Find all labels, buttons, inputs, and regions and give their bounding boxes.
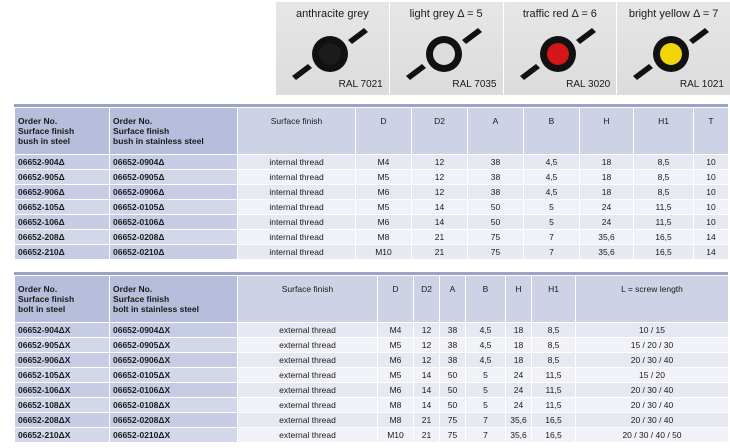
table-cell: 14 (412, 215, 468, 230)
table-cell: external thread (238, 413, 378, 428)
swatch-title: bright yellow Δ = 7 (628, 8, 719, 20)
table-cell: 12 (412, 185, 468, 200)
table-cell: M6 (378, 383, 414, 398)
table-cell: 06652-0106Δ (110, 215, 238, 230)
table-cell: 38 (440, 338, 466, 353)
table-cell: 50 (440, 398, 466, 413)
header-line: Surface finish (113, 294, 170, 304)
table-row (15, 170, 729, 185)
header-d: D (356, 108, 412, 155)
table-cell: 38 (440, 323, 466, 338)
table-cell: external thread (238, 383, 378, 398)
table-cell: 7 (524, 230, 580, 245)
table-cell: external thread (238, 338, 378, 353)
table-cell: 10 (694, 155, 729, 170)
table-cell: 06652-208Δ (15, 230, 110, 245)
table-cell: 21 (412, 245, 468, 260)
table-row (15, 383, 729, 398)
table-cell: 11,5 (634, 215, 694, 230)
table-cell: M4 (356, 155, 412, 170)
table-cell: 06652-906ΔX (15, 353, 110, 368)
header-line: Surface finish (18, 294, 75, 304)
table-cell: M5 (378, 338, 414, 353)
table-cell: 06652-0210ΔX (110, 428, 238, 443)
table-cell: internal thread (238, 200, 356, 215)
table-cell: 16,5 (532, 413, 576, 428)
table-cell: 20 / 30 / 40 (576, 353, 729, 368)
header-line: Order No. (113, 284, 153, 294)
swatch-ral: RAL 7021 (338, 79, 383, 90)
table-cell: external thread (238, 368, 378, 383)
table-cell: 06652-0208ΔX (110, 413, 238, 428)
table-row (15, 230, 729, 245)
header-screw-length: L = screw length (576, 276, 729, 323)
table-cell: 35,6 (580, 245, 634, 260)
header-t: T (694, 108, 729, 155)
table-cell: 7 (524, 245, 580, 260)
header-d: D (378, 276, 414, 323)
table-cell: 4,5 (524, 170, 580, 185)
table-cell: 10 (694, 170, 729, 185)
knob-color (319, 43, 341, 65)
table-cell: 20 / 30 / 40 (576, 383, 729, 398)
table-cell: 75 (468, 230, 524, 245)
table-cell: 15 / 20 / 30 (576, 338, 729, 353)
table-cell: 18 (580, 185, 634, 200)
header-a: A (440, 276, 466, 323)
header-order-steel (15, 108, 110, 155)
table-cell: 11,5 (532, 368, 576, 383)
table-cell: 18 (506, 323, 532, 338)
table-cell: 06652-0208Δ (110, 230, 238, 245)
swatch-bright-yellow (616, 2, 730, 95)
table-cell: external thread (238, 428, 378, 443)
table-cell: 24 (506, 368, 532, 383)
table-cell: 21 (412, 230, 468, 245)
table-cell: 18 (506, 353, 532, 368)
header-d2: D2 (412, 108, 468, 155)
table-cell: 14 (414, 383, 440, 398)
table-cell: 06652-105ΔX (15, 368, 110, 383)
header-order-steel (15, 276, 110, 323)
table-cell: external thread (238, 398, 378, 413)
table-cell: 20 / 30 / 40 (576, 398, 729, 413)
table-cell: M5 (378, 368, 414, 383)
table-cell: M10 (356, 245, 412, 260)
table-cell: 8,5 (532, 338, 576, 353)
table-cell: 14 (414, 368, 440, 383)
table-cell: internal thread (238, 170, 356, 185)
table-row (15, 428, 729, 443)
header-a: A (468, 108, 524, 155)
table-cell: 38 (468, 185, 524, 200)
swatch-traffic-red (503, 2, 617, 95)
table-cell: M8 (378, 398, 414, 413)
header-line: bolt in stainless steel (113, 304, 199, 314)
table-row (15, 155, 729, 170)
table-cell: 5 (524, 200, 580, 215)
table-cell: 18 (580, 155, 634, 170)
table-cell: 4,5 (466, 338, 506, 353)
knob-color (660, 43, 682, 65)
table-row (15, 185, 729, 200)
table-cell: 18 (506, 338, 532, 353)
table-cell: 06652-0108ΔX (110, 398, 238, 413)
table-cell: 06652-0904Δ (110, 155, 238, 170)
table-cell: 12 (414, 353, 440, 368)
table-cell: 75 (468, 245, 524, 260)
table-cell: 8,5 (634, 155, 694, 170)
swatch-ral: RAL 7035 (452, 79, 497, 90)
header-order-stainless (110, 276, 238, 323)
header-h: H (580, 108, 634, 155)
table-cell: 12 (414, 323, 440, 338)
header-line: Surface finish (113, 126, 170, 136)
table-row (15, 398, 729, 413)
table-row (15, 245, 729, 260)
knob-icon (290, 26, 370, 82)
table-cell: 06652-0905ΔX (110, 338, 238, 353)
table-cell: external thread (238, 323, 378, 338)
header-line: Order No. (18, 284, 58, 294)
swatch-ral: RAL 1021 (679, 79, 724, 90)
table-cell: 06652-108ΔX (15, 398, 110, 413)
table-cell: 06652-904ΔX (15, 323, 110, 338)
table-cell: 10 (694, 200, 729, 215)
table-cell: 18 (580, 170, 634, 185)
table-cell: 8,5 (532, 353, 576, 368)
swatch-light-grey (389, 2, 503, 95)
table-row (15, 338, 729, 353)
swatch-title: anthracite grey (295, 8, 369, 20)
table-cell: 12 (414, 338, 440, 353)
table-cell: 06652-904Δ (15, 155, 110, 170)
table-cell: 5 (524, 215, 580, 230)
table-row (15, 368, 729, 383)
table-cell: 14 (694, 245, 729, 260)
table-cell: 4,5 (466, 353, 506, 368)
table-cell: 5 (466, 383, 506, 398)
knob-icon (404, 26, 484, 82)
table-cell: 14 (412, 200, 468, 215)
table-cell: 16,5 (532, 428, 576, 443)
color-swatch-row (276, 2, 730, 95)
table-cell: M5 (356, 200, 412, 215)
table-cell: M6 (356, 215, 412, 230)
table-cell: 10 (694, 215, 729, 230)
table-cell: 06652-210Δ (15, 245, 110, 260)
table-cell: 7 (466, 413, 506, 428)
header-line: Surface finish (18, 126, 75, 136)
swatch-title: traffic red Δ = 6 (522, 8, 597, 20)
table-cell: 4,5 (524, 185, 580, 200)
table-cell: internal thread (238, 215, 356, 230)
table-cell: 20 / 30 / 40 (576, 413, 729, 428)
table-cell: 06652-0105ΔX (110, 368, 238, 383)
table-cell: 75 (440, 413, 466, 428)
swatch-title: light grey Δ = 5 (409, 8, 483, 20)
table-cell: 06652-0210Δ (110, 245, 238, 260)
table-cell: M10 (378, 428, 414, 443)
header-line: bush in stainless steel (113, 136, 204, 146)
table-cell: 16,5 (634, 245, 694, 260)
knob-color (547, 43, 569, 65)
table-cell: 7 (466, 428, 506, 443)
table-cell: 50 (440, 383, 466, 398)
table-cell: 06652-905ΔX (15, 338, 110, 353)
table-cell: M6 (356, 185, 412, 200)
header-h: H (506, 276, 532, 323)
header-line: Order No. (18, 116, 58, 126)
table-cell: 11,5 (532, 398, 576, 413)
header-surface-finish: Surface finish (238, 276, 378, 323)
table-cell: internal thread (238, 155, 356, 170)
swatch-anthracite-grey (276, 2, 389, 95)
header-line: Order No. (113, 116, 153, 126)
table-cell: 8,5 (532, 323, 576, 338)
table-cell: 50 (468, 215, 524, 230)
table-cell: 10 / 15 (576, 323, 729, 338)
table-cell: 06652-0904ΔX (110, 323, 238, 338)
header-b: B (524, 108, 580, 155)
table-cell: 21 (414, 428, 440, 443)
table-cell: M8 (356, 230, 412, 245)
table-cell: 11,5 (634, 200, 694, 215)
table-cell: 10 (694, 185, 729, 200)
swatch-ral: RAL 3020 (566, 79, 611, 90)
table-row (15, 215, 729, 230)
table-cell: 06652-105Δ (15, 200, 110, 215)
table-row (15, 200, 729, 215)
table-cell: 15 / 20 (576, 368, 729, 383)
table-cell: 4,5 (524, 155, 580, 170)
table-cell: 06652-0105Δ (110, 200, 238, 215)
table-cell: 24 (580, 200, 634, 215)
table-header-row (15, 276, 729, 323)
table-cell: 06652-0906Δ (110, 185, 238, 200)
knob-icon (518, 26, 598, 82)
knob-icon (631, 26, 711, 82)
table-cell: 11,5 (532, 383, 576, 398)
table-cell: 38 (440, 353, 466, 368)
table-cell: 14 (694, 230, 729, 245)
table-cell: 24 (580, 215, 634, 230)
table-cell: 8,5 (634, 170, 694, 185)
header-order-stainless (110, 108, 238, 155)
table-cell: internal thread (238, 230, 356, 245)
header-line: bolt in steel (18, 304, 66, 314)
header-b: B (466, 276, 506, 323)
table-cell: 06652-106ΔX (15, 383, 110, 398)
header-h1: H1 (634, 108, 694, 155)
table-cell: 5 (466, 398, 506, 413)
table-row (15, 413, 729, 428)
table-cell: 14 (414, 398, 440, 413)
table-cell: external thread (238, 353, 378, 368)
table-cell: 16,5 (634, 230, 694, 245)
table-cell: 35,6 (580, 230, 634, 245)
header-surface-finish: Surface finish (238, 108, 356, 155)
table-cell: 75 (440, 428, 466, 443)
table-cell: M6 (378, 353, 414, 368)
table-cell: internal thread (238, 245, 356, 260)
table-cell: 38 (468, 170, 524, 185)
table-cell: M4 (378, 323, 414, 338)
table-cell: internal thread (238, 185, 356, 200)
table-cell: 5 (466, 368, 506, 383)
table-cell: 12 (412, 170, 468, 185)
table-cell: 06652-905Δ (15, 170, 110, 185)
table-cell: 06652-0905Δ (110, 170, 238, 185)
table-cell: 12 (412, 155, 468, 170)
bush-table (14, 107, 729, 260)
header-h1: H1 (532, 276, 576, 323)
table-row (15, 353, 729, 368)
table-cell: 21 (414, 413, 440, 428)
table-cell: 24 (506, 398, 532, 413)
table-cell: 06652-0906ΔX (110, 353, 238, 368)
table-cell: 8,5 (634, 185, 694, 200)
table-row (15, 323, 729, 338)
table-cell: 50 (468, 200, 524, 215)
table-cell: 4,5 (466, 323, 506, 338)
header-line: bush in steel (18, 136, 70, 146)
table-cell: 06652-106Δ (15, 215, 110, 230)
table-cell: 06652-210ΔX (15, 428, 110, 443)
table-cell: 20 / 30 / 40 / 50 (576, 428, 729, 443)
table-cell: 35,6 (506, 428, 532, 443)
table-cell: 35,6 (506, 413, 532, 428)
table-cell: M5 (356, 170, 412, 185)
table-cell: M8 (378, 413, 414, 428)
table-header-row (15, 108, 729, 155)
table-cell: 06652-0106ΔX (110, 383, 238, 398)
header-d2: D2 (414, 276, 440, 323)
table-cell: 50 (440, 368, 466, 383)
bolt-table (14, 275, 729, 443)
table-cell: 24 (506, 383, 532, 398)
table-cell: 06652-906Δ (15, 185, 110, 200)
table-cell: 06652-208ΔX (15, 413, 110, 428)
table-cell: 38 (468, 155, 524, 170)
knob-color (433, 43, 455, 65)
